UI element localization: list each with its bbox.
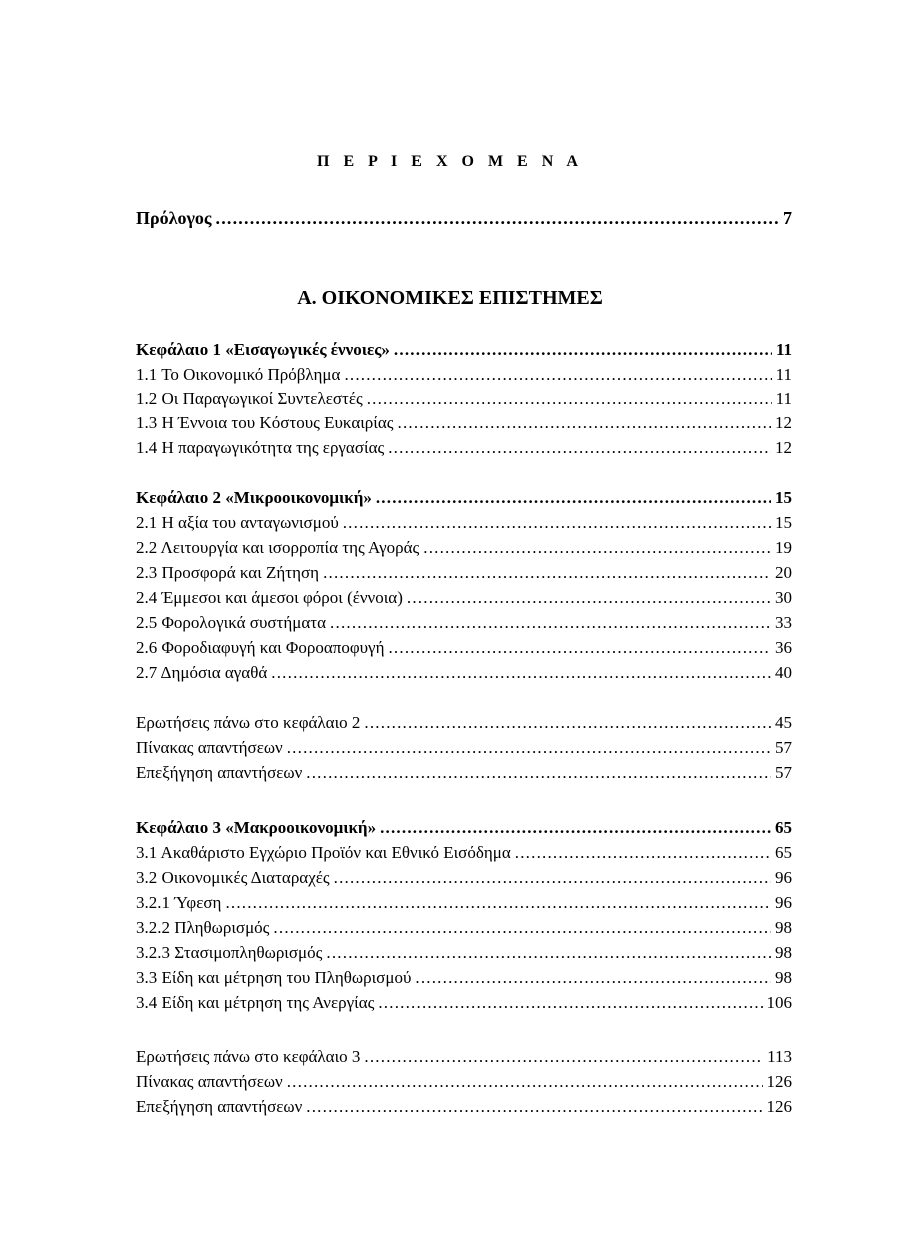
toc-entry-page: 106 [766, 993, 792, 1012]
toc-entry-label: 1.3 Η Έννοια του Κόστους Ευκαιρίας [136, 413, 394, 432]
toc-entry-label: 1.2 Οι Παραγωγικοί Συντελεστές [136, 389, 363, 408]
toc-entry-page: 20 [775, 563, 792, 582]
toc-entry-label: 3.1 Ακαθάριστο Εγχώριο Προϊόν και Εθνικό Εισόδημα [136, 843, 511, 862]
toc-entry[interactable] [136, 437, 792, 459]
toc-entry-label: Κεφάλαιο 2 «Μικροοικονομική» [136, 488, 372, 507]
dot-leader [273, 917, 771, 939]
toc-entry-label: 2.3 Προσφορά και Ζήτηση [136, 563, 320, 582]
toc-entry[interactable] [136, 737, 792, 759]
toc-entry-label: 3.4 Είδη και μέτρηση της Ανεργίας [136, 993, 375, 1012]
toc-entry[interactable] [136, 842, 792, 864]
dot-leader [364, 712, 771, 734]
toc-entry-label: Κεφάλαιο 1 «Εισαγωγικές έννοιες» [136, 340, 390, 359]
toc-entry[interactable] [136, 867, 792, 889]
dot-leader [398, 412, 772, 434]
toc-entry[interactable] [136, 1096, 792, 1118]
dot-leader [364, 1046, 763, 1068]
toc-entry[interactable] [136, 762, 792, 784]
toc-entry-label: 2.6 Φοροδιαφυγή και Φοροαποφυγή [136, 638, 385, 657]
toc-entry-page: 98 [775, 943, 792, 962]
toc-chapter-3[interactable] [136, 817, 792, 839]
toc-entry-page: 57 [775, 763, 792, 782]
toc-entry-label: Επεξήγηση απαντήσεων [136, 1097, 303, 1116]
toc-entry-page: 12 [775, 438, 792, 457]
dot-leader [343, 512, 771, 534]
dot-leader [271, 662, 771, 684]
toc-entry-label: 3.2 Οικονομικές Διαταραχές [136, 868, 330, 887]
toc-entry-label: Επεξήγηση απαντήσεων [136, 763, 303, 782]
dot-leader [287, 1071, 763, 1093]
dot-leader [323, 562, 771, 584]
toc-entry-page: 96 [775, 893, 792, 912]
dot-leader [334, 867, 771, 889]
toc-heading: Π Ε Ρ Ι Ε Χ Ο Μ Ε Ν Α [317, 153, 583, 170]
toc-entry-label: 2.2 Λειτουργία και ισορροπία της Αγοράς [136, 538, 420, 557]
toc-entry-page: 15 [775, 513, 792, 532]
dot-leader [287, 737, 771, 759]
dot-leader [423, 537, 771, 559]
toc-entry-label: Ερωτήσεις πάνω στο κεφάλαιο 3 [136, 1047, 361, 1066]
toc-entry-page: 126 [766, 1097, 792, 1116]
toc-entry-page: 11 [775, 340, 792, 359]
toc-entry-label: 3.2.3 Στασιμοπληθωρισμός [136, 943, 323, 962]
toc-entry-page: 113 [767, 1047, 792, 1066]
dot-leader [225, 892, 771, 914]
toc-entry-label: Κεφάλαιο 3 «Μακροοικονομική» [136, 818, 377, 837]
toc-chapter-2[interactable] [136, 487, 792, 509]
dot-leader [515, 842, 771, 864]
toc-entry-page: 57 [775, 738, 792, 757]
toc-entry-page: 11 [775, 365, 792, 384]
section-title: Α. ΟΙΚΟΝΟΜΙΚΕΣ ΕΠΙΣΤΗΜΕΣ [297, 287, 603, 309]
toc-entry-label: 2.7 Δημόσια αγαθά [136, 663, 268, 682]
toc-chapter-1[interactable] [136, 339, 792, 361]
toc-entry[interactable] [136, 612, 792, 634]
toc-entry-label: Πρόλογος [136, 208, 212, 228]
toc-entry-page: 12 [775, 413, 792, 432]
toc-entry-page: 65 [775, 843, 792, 862]
toc-entry[interactable] [136, 412, 792, 434]
dot-leader [344, 364, 771, 386]
toc-entry-label: 1.1 Το Οικονομικό Πρόβλημα [136, 365, 341, 384]
dot-leader [407, 587, 771, 609]
toc-entry-label: Πίνακας απαντήσεων [136, 738, 283, 757]
toc-entry-page: 11 [775, 389, 792, 408]
toc-entry-label: 1.4 Η παραγωγικότητα της εργασίας [136, 438, 385, 457]
toc-entry[interactable] [136, 388, 792, 410]
toc-entry-page: 7 [783, 208, 792, 228]
dot-leader [326, 942, 771, 964]
toc-entry[interactable] [136, 967, 792, 989]
toc-entry[interactable] [136, 1071, 792, 1093]
toc-entry-page: 96 [775, 868, 792, 887]
toc-entry[interactable] [136, 512, 792, 534]
dot-leader [415, 967, 771, 989]
toc-entry-label: 2.4 Έμμεσοι και άμεσοι φόροι (έννοια) [136, 588, 403, 607]
toc-entry-page: 40 [775, 663, 792, 682]
dot-leader [378, 992, 762, 1014]
toc-entry-label: 2.1 Η αξία του ανταγωνισμού [136, 513, 339, 532]
toc-entry[interactable] [136, 942, 792, 964]
dot-leader [394, 339, 772, 361]
toc-entry[interactable] [136, 917, 792, 939]
toc-entry-prologue[interactable] [136, 207, 792, 229]
toc-entry-label: Ερωτήσεις πάνω στο κεφάλαιο 2 [136, 713, 361, 732]
dot-leader [367, 388, 772, 410]
dot-leader [306, 1096, 762, 1118]
dot-leader [216, 207, 780, 229]
toc-entry-label: 3.3 Είδη και μέτρηση του Πληθωρισμού [136, 968, 412, 987]
toc-entry-page: 36 [775, 638, 792, 657]
toc-entry[interactable] [136, 537, 792, 559]
toc-entry[interactable] [136, 587, 792, 609]
toc-entry-page: 65 [775, 818, 792, 837]
toc-entry[interactable] [136, 562, 792, 584]
toc-entry[interactable] [136, 892, 792, 914]
toc-entry-page: 30 [775, 588, 792, 607]
toc-entry-page: 126 [766, 1072, 792, 1091]
toc-entry-page: 98 [775, 918, 792, 937]
dot-leader [330, 612, 771, 634]
dot-leader [306, 762, 771, 784]
toc-entry-page: 33 [775, 613, 792, 632]
toc-entry[interactable] [136, 992, 792, 1014]
toc-entry-page: 45 [775, 713, 792, 732]
dot-leader [388, 437, 771, 459]
toc-entry[interactable] [136, 364, 792, 386]
dot-leader [376, 487, 771, 509]
toc-entry-page: 98 [775, 968, 792, 987]
toc-entry-label: 3.2.1 Ύφεση [136, 893, 222, 912]
toc-entry[interactable] [136, 712, 792, 734]
toc-entry-label: Πίνακας απαντήσεων [136, 1072, 283, 1091]
toc-entry-page: 19 [775, 538, 792, 557]
toc-entry-label: 2.5 Φορολογικά συστήματα [136, 613, 327, 632]
toc-entry-label: 3.2.2 Πληθωρισμός [136, 918, 270, 937]
toc-entry[interactable] [136, 1046, 792, 1068]
dot-leader [380, 817, 771, 839]
dot-leader [388, 637, 771, 659]
toc-entry-page: 15 [775, 488, 792, 507]
toc-entry[interactable] [136, 637, 792, 659]
toc-entry[interactable] [136, 662, 792, 684]
